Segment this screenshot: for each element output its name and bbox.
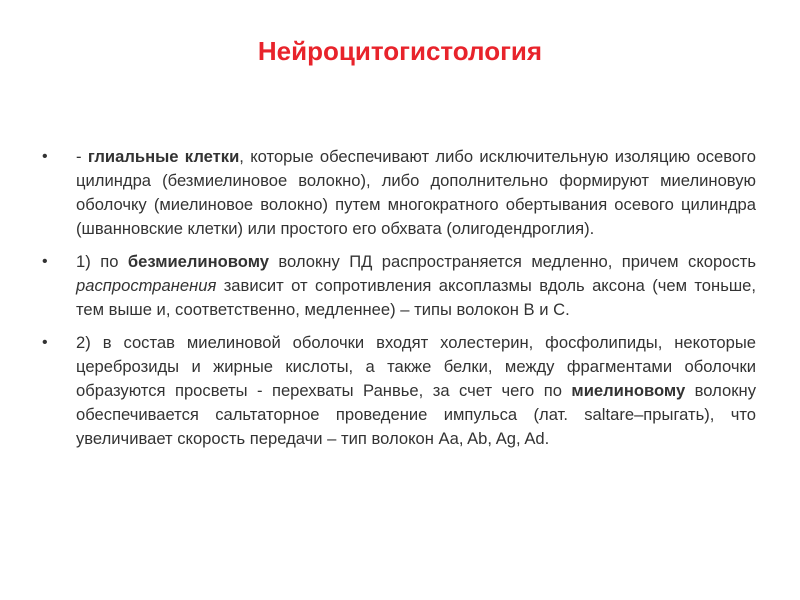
bullet-dot-icon: • <box>42 148 48 165</box>
bullet-item <box>40 250 756 322</box>
bullet-text-segment: 2) в состав миелиновой оболочки входят холестерин, фосфолипиды, некоторые цереброзиды и жирные кислоты, а также белки, между фрагментами оболочки образуются просветы - перехваты Ранвье, за счет чего по <box>76 333 756 400</box>
bullet-text-segment: волокну обеспечивается сальтаторное проведение импульса (лат. saltare–прыгать), что увеличивает скорость передачи – тип волокон Аa, Ab, Ag, Ad. <box>76 381 756 448</box>
bullet-text-segment: , которые обеспечивают либо исключительную изоляцию осевого цилиндра (безмиелиновое волокно), либо дополнительно формируют миелиновую оболочку (миелиновое волокно) путем многократного обертывания осевого цилиндра (шванновские клетки) или простого его обхвата (олигодендроглия). <box>76 147 757 238</box>
bullet-text <box>76 252 756 319</box>
bullet-text-segment: 1) по <box>76 252 128 271</box>
bullet-text-segment: волокну ПД распространяется медленно, причем скорость <box>268 252 756 271</box>
bullet-text <box>76 147 756 238</box>
bullet-term-myelinated: миелиновому <box>571 381 686 400</box>
bullet-term-glial-cells: глиальные клетки <box>87 147 240 166</box>
bullet-item <box>40 145 756 241</box>
bullet-list <box>40 145 756 460</box>
bullet-term-unmyelinated: безмиелиновому <box>127 252 269 271</box>
bullet-dot-icon: • <box>42 334 48 351</box>
slide-title: Нейроцитогистология <box>257 36 543 66</box>
bullet-term-propagation: распространения <box>76 276 217 295</box>
bullet-text-segment: зависит от сопротивления аксоплазмы вдоль аксона (чем тоньше, тем выше и, соответственно, медленнее) – типы волокон В и С. <box>76 276 756 319</box>
bullet-text <box>76 333 756 448</box>
bullet-text-segment: - <box>76 147 88 166</box>
bullet-item <box>40 331 756 451</box>
bullet-dot-icon: • <box>42 253 48 270</box>
